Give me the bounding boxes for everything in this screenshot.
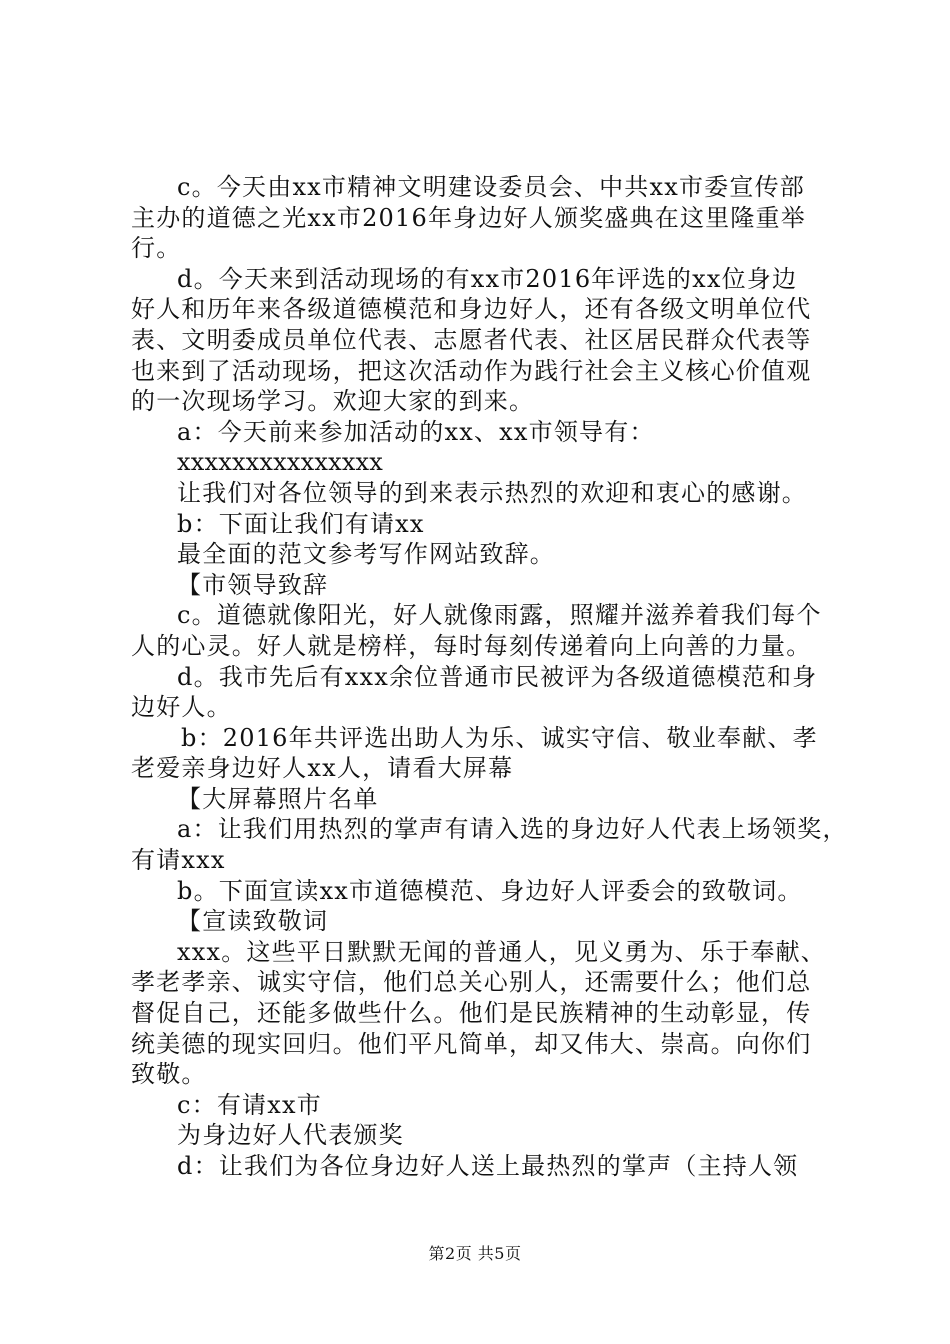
document-body — [131, 172, 848, 1182]
text-line: 【市领导致辞 — [177, 570, 329, 599]
text-line: xxx。这些平日默默无闻的普通人，见义勇为、乐于奉献、 — [177, 937, 827, 966]
text-line: 行。 — [131, 234, 182, 263]
text-line: 有请xxx — [131, 846, 226, 875]
text-line: xxxxxxxxxxxxxxx — [177, 448, 384, 477]
text-line: 统美德的现实回归。他们平凡简单，却又伟大、崇高。向你们 — [131, 1029, 812, 1058]
text-line: 的一次现场学习。欢迎大家的到来。 — [131, 387, 535, 416]
text-line: 孝老孝亲、诚实守信，他们总关心别人，还需要什么；他们总 — [131, 968, 812, 997]
text-line: 【大屏幕照片名单 — [177, 784, 379, 813]
text-line: d。今天来到活动现场的有xx市2016年评选的xx位身边 — [177, 264, 798, 293]
text-line: b。下面宣读xx市道德模范、身边好人评委会的致敬词。 — [177, 876, 803, 905]
text-line: 【宣读致敬词 — [177, 907, 329, 936]
text-line: a：今天前来参加活动的xx、xx市领导有： — [177, 417, 655, 446]
text-line: c。道德就像阳光，好人就像雨露，照耀并滋养着我们每个 — [177, 601, 822, 630]
text-line: 也来到了活动现场，把这次活动作为践行社会主义核心价值观 — [131, 356, 812, 385]
text-line: 表、文明委成员单位代表、志愿者代表、社区居民群众代表等 — [131, 325, 812, 354]
text-line: 老爱亲身边好人xx人，请看大屏幕 — [131, 754, 514, 783]
text-line: b：下面让我们有请xx — [177, 509, 425, 538]
text-line: 致敬。 — [131, 1060, 207, 1089]
text-line: b：2016年共评选出助人为乐、诚实守信、敬业奉献、孝 — [181, 723, 818, 752]
text-line: 好人和历年来各级道德模范和身边好人，还有各级文明单位代 — [131, 295, 812, 324]
text-line: 让我们对各位领导的到来表示热烈的欢迎和衷心的感谢。 — [177, 478, 807, 507]
text-line: 最全面的范文参考写作网站致辞。 — [177, 540, 555, 569]
text-line: 督促自己，还能多做些什么。他们是民族精神的生动彰显，传 — [131, 999, 812, 1028]
text-line: d：让我们为各位身边好人送上最热烈的掌声（主持人领 — [177, 1152, 799, 1180]
text-line: d。我市先后有xxx余位普通市民被评为各级道德模范和身 — [177, 662, 818, 691]
text-line: c。今天由xx市精神文明建设委员会、中共xx市委宣传部 — [177, 173, 805, 201]
text-line: 人的心灵。好人就是榜样，每时每刻传递着向上向善的力量。 — [131, 631, 812, 660]
text-line: c：有请xx市 — [177, 1090, 322, 1119]
text-line: 主办的道德之光xx市2016年身边好人颁奖盛典在这里隆重举 — [131, 203, 806, 232]
page-footer: 第2页 共5页 — [428, 1244, 522, 1263]
text-line: a：让我们用热烈的掌声有请入选的身边好人代表上场领奖， — [177, 815, 848, 844]
text-line: 边好人。 — [131, 693, 232, 722]
text-line: 为身边好人代表颁奖 — [177, 1121, 404, 1150]
